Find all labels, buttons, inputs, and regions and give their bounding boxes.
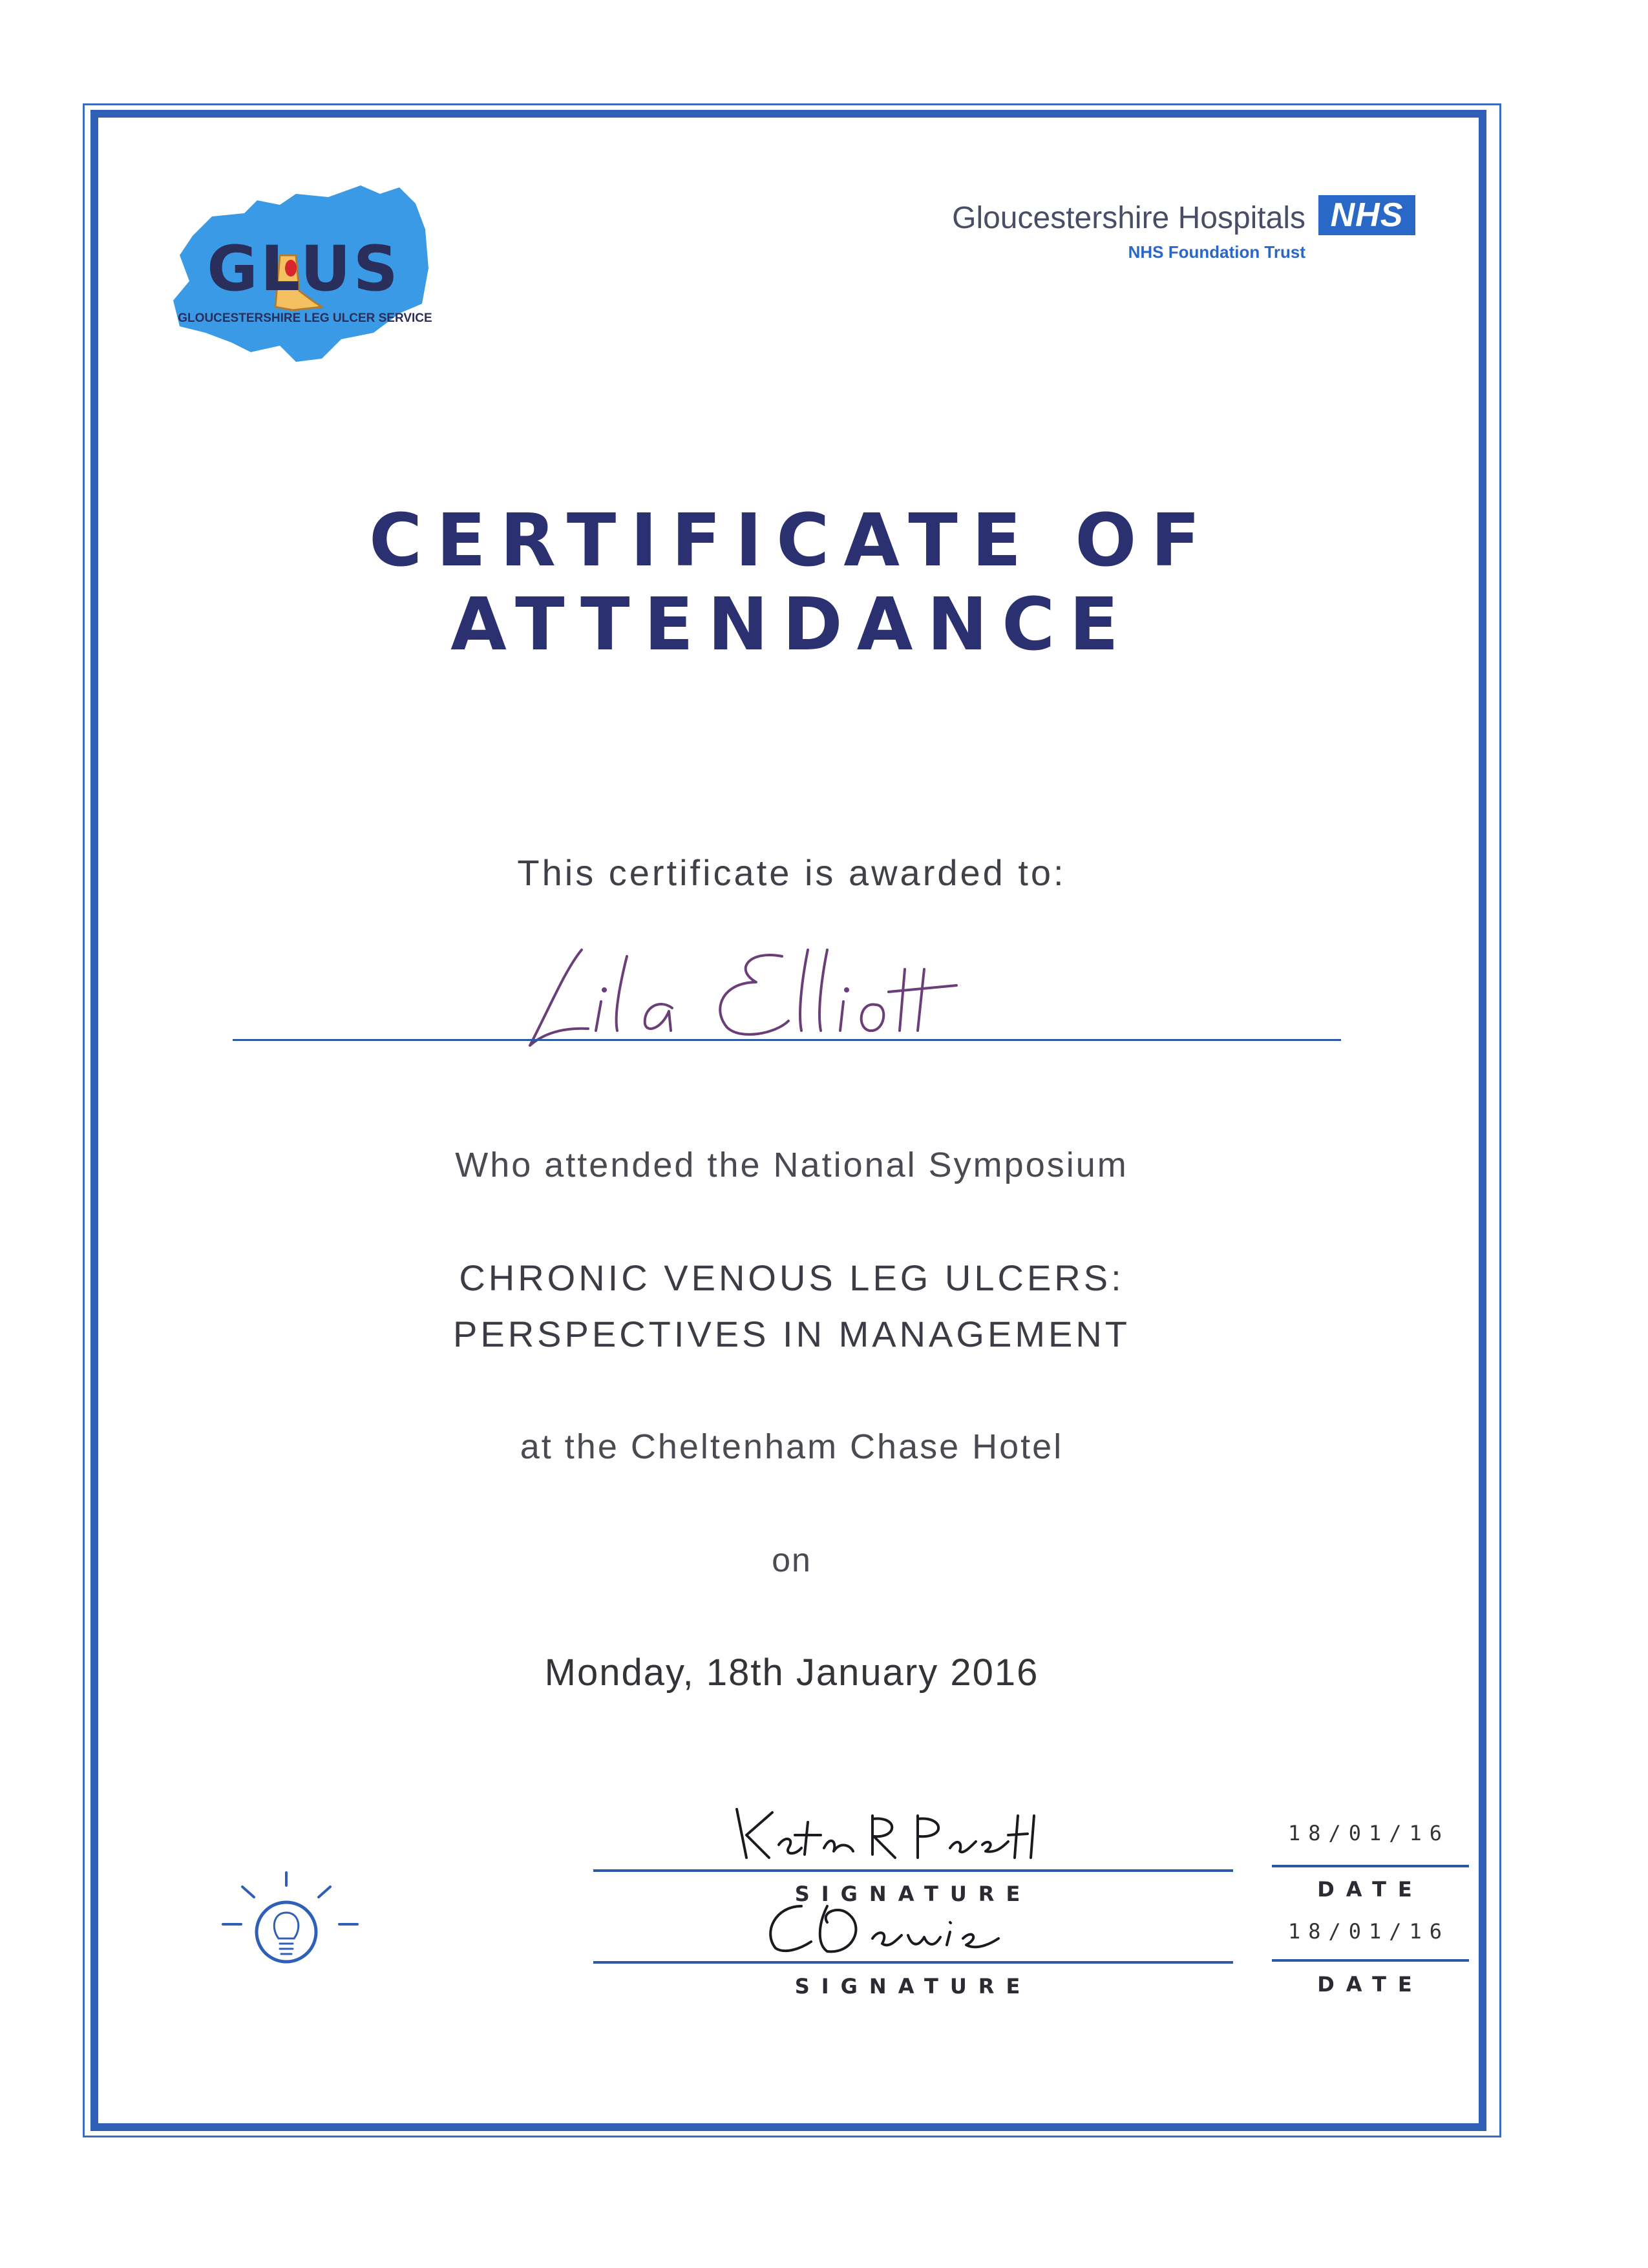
nhs-organisation-name: Gloucestershire Hospitals bbox=[952, 201, 1305, 235]
awarded-to-label: This certificate is awarded to: bbox=[517, 852, 1066, 893]
signature-1-handwriting bbox=[724, 1796, 1047, 1867]
certificate-title-line1: CERTIFICATE OF bbox=[369, 499, 1214, 583]
signature-2-signatory bbox=[0, 0, 1, 1]
on-label: on bbox=[772, 1542, 812, 1579]
event-date: Monday, 18th January 2016 bbox=[544, 1652, 1039, 1694]
lightbulb-icon bbox=[217, 1867, 365, 1971]
venue: at the Cheltenham Chase Hotel bbox=[520, 1427, 1064, 1466]
date-2-rule bbox=[1272, 1959, 1469, 1962]
signature-2-label: SIGNATURE bbox=[794, 1974, 1032, 1999]
date-2-label: DATE bbox=[1317, 1972, 1424, 1997]
attended-label: Who attended the National Symposium bbox=[455, 1146, 1128, 1184]
signature-1-date: 18/01/16 bbox=[1287, 1821, 1450, 1845]
signature-2-handwriting bbox=[756, 1893, 1028, 1958]
nhs-trust-name: NHS Foundation Trust bbox=[1128, 242, 1305, 262]
recipient-name-rule bbox=[233, 1039, 1341, 1041]
symposium-topic-line1: CHRONIC VENOUS LEG ULCERS: bbox=[459, 1257, 1125, 1298]
signature-1-label: SIGNATURE bbox=[794, 1882, 1032, 1906]
date-1-label: DATE bbox=[1317, 1877, 1424, 1902]
signature-2-rule bbox=[593, 1961, 1233, 1964]
glus-wordmark: GLUS bbox=[207, 233, 401, 305]
certificate-title-line2: ATTENDANCE bbox=[450, 583, 1133, 667]
nhs-badge: NHS bbox=[1318, 195, 1415, 235]
symposium-topic-line2: PERSPECTIVES IN MANAGEMENT bbox=[453, 1314, 1130, 1354]
signature-2-date: 18/01/16 bbox=[1287, 1919, 1450, 1944]
date-1-rule bbox=[1272, 1865, 1469, 1867]
glus-subtitle: GLOUCESTERSHIRE LEG ULCER SERVICE bbox=[178, 311, 432, 325]
signature-1-rule bbox=[593, 1869, 1233, 1872]
